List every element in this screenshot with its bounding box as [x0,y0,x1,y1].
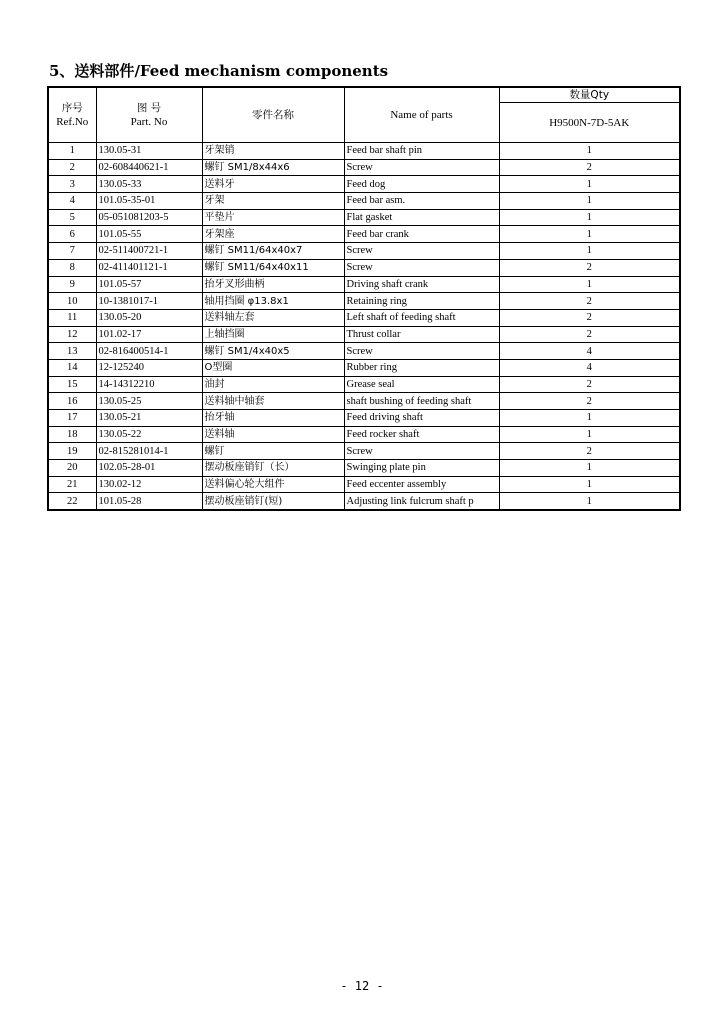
cell-name-cn: 牙架座 [202,226,344,243]
cell-part-no: 130.05-20 [96,309,202,326]
cell-ref-no: 5 [48,209,96,226]
cell-part-no: 02-411401121-1 [96,259,202,276]
table-row [48,476,680,493]
cell-part-no: 14-14312210 [96,376,202,393]
cell-name-en: Adjusting link fulcrum shaft p [344,493,499,510]
table-row [48,493,680,510]
cell-part-no: 130.02-12 [96,476,202,493]
table-row [48,226,680,243]
cell-name-en: Feed eccenter assembly [344,476,499,493]
table-row [48,443,680,460]
parts-table [47,86,681,511]
header-name-en: Name of parts [344,87,499,143]
cell-qty: 1 [499,143,680,160]
header-part-cn: 图 号 [136,102,162,114]
cell-ref-no: 1 [48,143,96,160]
header-qty: 数量Qty [499,87,680,103]
cell-qty: 1 [499,410,680,427]
cell-part-no: 130.05-21 [96,410,202,427]
cell-ref-no: 15 [48,376,96,393]
cell-name-cn: 牙架 [202,193,344,210]
cell-ref-no: 18 [48,426,96,443]
cell-qty: 1 [499,176,680,193]
cell-ref-no: 4 [48,193,96,210]
cell-name-cn: 抬牙轴 [202,410,344,427]
table-row [48,460,680,477]
cell-ref-no: 2 [48,159,96,176]
table-row [48,343,680,360]
cell-part-no: 130.05-31 [96,143,202,160]
table-row [48,276,680,293]
cell-name-cn: 送料轴中轴套 [202,393,344,410]
table-row [48,176,680,193]
cell-qty: 1 [499,426,680,443]
cell-name-cn: O型圈 [202,359,344,376]
cell-name-cn: 螺钉 SM1/4x40x5 [202,343,344,360]
cell-name-en: Thrust collar [344,326,499,343]
cell-name-en: Rubber ring [344,359,499,376]
cell-name-en: Driving shaft crank [344,276,499,293]
cell-name-cn: 牙架销 [202,143,344,160]
cell-name-en: Screw [344,443,499,460]
cell-name-en: Screw [344,343,499,360]
cell-name-en: Swinging plate pin [344,460,499,477]
cell-name-en: Feed driving shaft [344,410,499,427]
cell-qty: 1 [499,243,680,260]
cell-name-en: Feed bar crank [344,226,499,243]
cell-part-no: 02-608440621-1 [96,159,202,176]
table-row [48,410,680,427]
cell-qty: 2 [499,326,680,343]
cell-ref-no: 16 [48,393,96,410]
cell-qty: 1 [499,209,680,226]
table-row [48,359,680,376]
cell-part-no: 05-051081203-5 [96,209,202,226]
cell-name-cn: 轴用挡圈 φ13.8x1 [202,293,344,310]
cell-name-cn: 送料轴左套 [202,309,344,326]
table-row [48,143,680,160]
cell-part-no: 10-1381017-1 [96,293,202,310]
page-number: - 12 - [340,979,384,993]
cell-name-en: Feed rocker shaft [344,426,499,443]
cell-name-en: Feed bar asm. [344,193,499,210]
cell-part-no: 101.05-28 [96,493,202,510]
cell-part-no: 102.05-28-01 [96,460,202,477]
header-ref-en: Ref.No [56,116,89,128]
header-ref-cn: 序号 [61,102,83,114]
cell-part-no: 101.02-17 [96,326,202,343]
cell-ref-no: 19 [48,443,96,460]
table-row [48,193,680,210]
table-row [48,209,680,226]
cell-ref-no: 11 [48,309,96,326]
cell-qty: 4 [499,343,680,360]
cell-name-en: Feed dog [344,176,499,193]
cell-part-no: 101.05-55 [96,226,202,243]
table-row [48,393,680,410]
cell-ref-no: 7 [48,243,96,260]
cell-name-cn: 螺钉 SM11/64x40x7 [202,243,344,260]
header-ref [48,87,96,143]
cell-ref-no: 17 [48,410,96,427]
cell-name-en: Grease seal [344,376,499,393]
cell-part-no: 02-511400721-1 [96,243,202,260]
cell-ref-no: 22 [48,493,96,510]
cell-part-no: 101.05-57 [96,276,202,293]
cell-name-cn: 摆动板座销钉(短) [202,493,344,510]
cell-part-no: 12-125240 [96,359,202,376]
cell-name-cn: 螺钉 [202,443,344,460]
cell-name-en: shaft bushing of feeding shaft [344,393,499,410]
cell-part-no: 130.05-33 [96,176,202,193]
table-row [48,309,680,326]
cell-qty: 1 [499,460,680,477]
cell-name-en: Left shaft of feeding shaft [344,309,499,326]
cell-qty: 2 [499,259,680,276]
cell-qty: 2 [499,376,680,393]
cell-name-cn: 送料偏心轮大组件 [202,476,344,493]
cell-ref-no: 6 [48,226,96,243]
header-part [96,87,202,143]
cell-name-cn: 螺钉 SM11/64x40x11 [202,259,344,276]
cell-ref-no: 12 [48,326,96,343]
cell-ref-no: 10 [48,293,96,310]
cell-name-en: Flat gasket [344,209,499,226]
cell-ref-no: 20 [48,460,96,477]
cell-qty: 4 [499,359,680,376]
cell-name-cn: 油封 [202,376,344,393]
cell-name-cn: 送料轴 [202,426,344,443]
cell-name-cn: 螺钉 SM1/8x44x6 [202,159,344,176]
table-row [48,426,680,443]
cell-name-en: Feed bar shaft pin [344,143,499,160]
cell-qty: 1 [499,276,680,293]
table-row [48,326,680,343]
header-name-cn: 零件名称 [202,87,344,143]
cell-name-en: Screw [344,259,499,276]
cell-name-cn: 平垫片 [202,209,344,226]
cell-name-cn: 上轴挡圈 [202,326,344,343]
cell-part-no: 02-815281014-1 [96,443,202,460]
cell-name-en: Screw [344,159,499,176]
cell-qty: 2 [499,159,680,176]
parts-table-body [48,143,680,510]
cell-name-en: Screw [344,243,499,260]
cell-ref-no: 14 [48,359,96,376]
cell-qty: 1 [499,476,680,493]
table-row [48,376,680,393]
cell-qty: 2 [499,393,680,410]
header-part-en: Part. No [130,116,168,128]
cell-qty: 1 [499,226,680,243]
cell-ref-no: 9 [48,276,96,293]
cell-ref-no: 8 [48,259,96,276]
cell-ref-no: 21 [48,476,96,493]
cell-name-en: Retaining ring [344,293,499,310]
section-title: 5、送料部件/Feed mechanism components [49,62,389,80]
header-model: H9500N-7D-5AK [499,103,680,143]
cell-part-no: 02-816400514-1 [96,343,202,360]
cell-qty: 2 [499,309,680,326]
cell-name-cn: 摆动板座销钉（长） [202,460,344,477]
cell-part-no: 130.05-25 [96,393,202,410]
cell-qty: 1 [499,493,680,510]
table-row [48,259,680,276]
table-row [48,293,680,310]
table-row [48,243,680,260]
cell-qty: 2 [499,293,680,310]
cell-part-no: 130.05-22 [96,426,202,443]
cell-part-no: 101.05-35-01 [96,193,202,210]
cell-name-cn: 抬牙叉形曲柄 [202,276,344,293]
table-row [48,159,680,176]
cell-name-cn: 送料牙 [202,176,344,193]
cell-ref-no: 3 [48,176,96,193]
cell-qty: 1 [499,193,680,210]
cell-ref-no: 13 [48,343,96,360]
cell-qty: 2 [499,443,680,460]
